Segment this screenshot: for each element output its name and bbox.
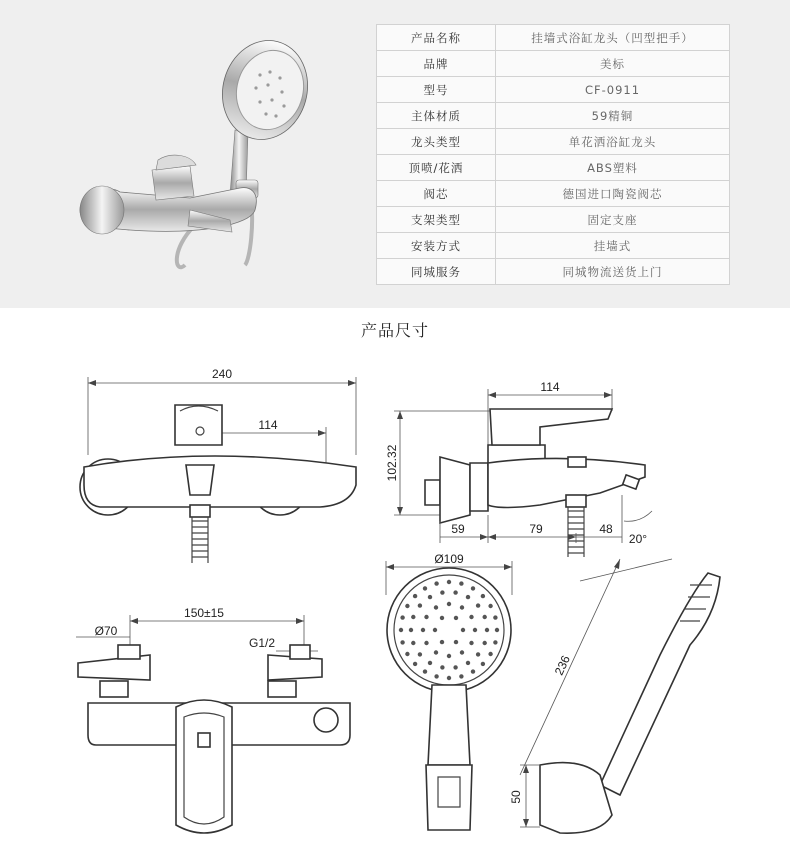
nozzle-dot [493,640,497,644]
spec-value: 德国进口陶瓷阀芯 [496,181,730,207]
dim-bottom-spacing: 150±15 [184,606,224,620]
spec-label: 主体材质 [377,103,496,129]
nozzle-dot [447,654,451,658]
dim-bottom-thread: G1/2 [248,636,276,650]
spec-row [377,25,730,51]
nozzle-dot [454,640,458,644]
nozzle-dot [440,665,444,669]
nozzle-dot [460,605,464,609]
nozzle-dot [471,669,475,673]
nozzle-dot [483,641,487,645]
spec-row [377,155,730,181]
nozzle-dot [428,661,432,665]
nozzle-dot [418,603,422,607]
faucet-photo [60,20,340,290]
dim-side-angle: 20° [628,532,648,546]
nozzle-dot [433,628,437,632]
spec-row [377,207,730,233]
nozzle-dot [469,615,473,619]
handset-side-drawing [509,559,720,833]
nozzle-dot [466,595,470,599]
dim-bottom-diameter: Ø70 [94,624,118,638]
nozzle-dot [418,652,422,656]
spec-value: 美标 [496,51,730,77]
nozzle-dot [453,590,457,594]
nozzle-dot [495,628,499,632]
dim-holder-height: 50 [509,790,523,804]
nozzle-dot [469,641,473,645]
dim-front-width: 240 [211,367,233,381]
spec-row [377,103,730,129]
nozzle-dot [434,605,438,609]
nozzle-dot [413,594,417,598]
nozzle-dot [424,641,428,645]
nozzle-dot [434,581,438,585]
dim-side-59: 59 [451,522,465,536]
nozzle-dot [447,580,451,584]
shower-head-drawing [386,552,512,830]
product-info-panel [0,0,790,308]
spec-value: 单花洒浴缸龙头 [496,129,730,155]
spec-row [377,233,730,259]
nozzle-dot [423,586,427,590]
nozzle-dot [476,603,480,607]
nozzle-dot [434,650,438,654]
nozzle-dot [400,640,404,644]
nozzle-dot [459,581,463,585]
nozzle-dot [413,662,417,666]
spec-label: 同城服务 [377,259,496,285]
nozzle-dot [411,641,415,645]
nozzle-dot [459,674,463,678]
spec-value: 同城物流送货上门 [496,259,730,285]
spec-value: 挂墙式浴缸龙头（凹型把手） [496,25,730,51]
dim-side-48: 48 [599,522,613,536]
dim-front-spout: 114 [258,418,278,432]
spec-label: 阀芯 [377,181,496,207]
nozzle-dot [466,661,470,665]
spec-label: 产品名称 [377,25,496,51]
spec-label: 顶喷/花洒 [377,155,496,181]
nozzle-dot [454,616,458,620]
nozzle-dot [409,628,413,632]
nozzle-dot [461,628,465,632]
nozzle-dot [473,628,477,632]
nozzle-dot [440,640,444,644]
spec-row [377,77,730,103]
nozzle-dot [471,586,475,590]
spec-row [377,181,730,207]
spec-label: 型号 [377,77,496,103]
spec-label: 支架类型 [377,207,496,233]
nozzle-dot [488,604,492,608]
nozzle-dot [399,628,403,632]
nozzle-dot [483,615,487,619]
bottom-view-drawing [76,606,350,833]
nozzle-dot [493,615,497,619]
section-title: 产品尺寸 [360,321,429,340]
nozzle-dot [434,674,438,678]
nozzle-dot [411,615,415,619]
nozzle-dot [440,590,444,594]
spec-value: 固定支座 [496,207,730,233]
nozzle-dot [405,604,409,608]
nozzle-dot [423,669,427,673]
spec-row [377,51,730,77]
nozzle-dot [400,615,404,619]
nozzle-dot [421,628,425,632]
spec-value: CF-0911 [496,77,730,103]
nozzle-dot [453,665,457,669]
spec-label: 安装方式 [377,233,496,259]
nozzle-dot [488,652,492,656]
nozzle-dot [485,628,489,632]
dim-side-height: 102.32 [385,444,399,482]
dim-head-diameter: Ø109 [434,552,464,566]
spec-table [376,24,730,285]
nozzle-dot [447,602,451,606]
spec-label: 龙头类型 [377,129,496,155]
nozzle-dot [481,662,485,666]
nozzle-dot [460,650,464,654]
nozzle-dot [476,652,480,656]
nozzle-dot [405,652,409,656]
nozzle-dot [440,616,444,620]
spec-value: 挂墙式 [496,233,730,259]
nozzle-dot [447,676,451,680]
side-view-drawing [385,380,652,557]
dim-side-79: 79 [529,522,543,536]
dim-side-top: 114 [540,380,560,394]
spec-row [377,259,730,285]
dimension-drawings [0,345,790,866]
front-view-drawing [80,367,356,563]
spec-row [377,129,730,155]
spec-value: ABS塑料 [496,155,730,181]
spec-value: 59精铜 [496,103,730,129]
dim-hand-length: 236 [551,653,573,678]
nozzle-dot [424,615,428,619]
nozzle-dot [428,595,432,599]
spec-label: 品牌 [377,51,496,77]
nozzle-dot [481,594,485,598]
